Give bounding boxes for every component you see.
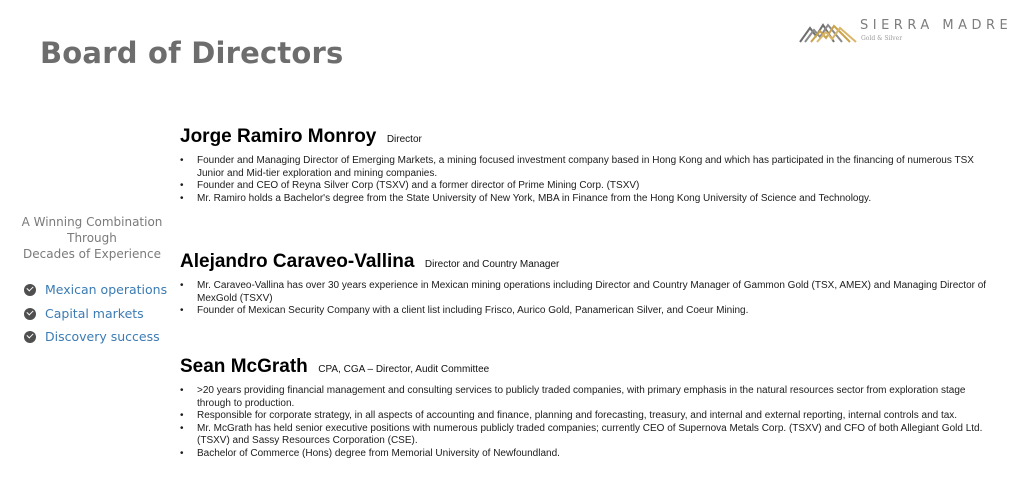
bio-item: • Founder and CEO of Reyna Silver Corp (TSXV) and a former director of Prime Mining Corp. (TSXV) [180,180,1000,193]
director-sean-mcgrath [180,356,1020,461]
director-role: Director [386,134,422,145]
bio-item: • Bachelor of Commerce (Hons) degree from Memorial University of Newfoundland. [180,448,1000,461]
strength-item [24,306,184,330]
director-name: Jorge Ramiro Monroy [180,126,377,147]
director-name: Alejandro Caraveo-Vallina [180,251,415,272]
sidebar-tagline [14,214,170,262]
strengths-list [24,282,184,353]
bio-item: • Founder of Mexican Security Company with a client list including Frisco, Aurico Gold, Panamerican Silver, and Coeur Mining. [180,305,1000,318]
director-bio [180,280,1020,318]
strength-item [24,282,184,306]
check-circle-icon [24,284,36,296]
tagline-line: Through [67,231,117,245]
check-circle-icon [24,308,36,320]
bio-item: • Founder and Managing Director of Emerging Markets, a mining focused investment company based in Hong Kong and which has participated in the financing of numerous TSX Junior and Mid-tier exploration and mining companies. [180,155,1000,180]
director-alejandro-caraveo-vallina [180,251,1020,318]
strength-label: Capital markets [45,305,144,321]
bio-item: • Responsible for corporate strategy, in all aspects of accounting and finance, planning and forecasting, treasury, and internal and external reporting, internal controls and tax. [180,410,1000,423]
sidebar [14,214,170,344]
bio-item: • >20 years providing financial management and consulting services to publicly traded companies, with primary emphasis in the natural resources sector from exploration stage through to production. [180,385,1000,410]
bio-item: • Mr. Ramiro holds a Bachelor's degree from the State University of New York, MBA in Finance from the Hong Kong University of Science and Technology. [180,193,1000,206]
page-title: Board of Directors [40,36,344,70]
bio-item: • Mr. McGrath has held senior executive positions with numerous publicly traded companies; currently CEO of Supernova Metals Corp. (TSXV) and CFO of both Allegiant Gold Ltd. (TSXV) and Sassy Resources Corporation (CSE). [180,423,1000,448]
strength-label: Mexican operations [45,282,168,297]
bio-item: • Mr. Caraveo-Vallina has over 30 years experience in Mexican mining operations including Director and Country Manager of Gammon Gold (TSX, AMEX) and Managing Director of MexGold (TSXV) [180,280,1000,305]
logo-tagline: Gold & Silver [861,35,903,42]
director-role: CPA, CGA – Director, Audit Committee [318,364,490,375]
director-bio [180,155,1020,205]
director-bio [180,385,1020,461]
director-role: Director and Country Manager [424,259,560,270]
director-name: Sean McGrath [180,356,308,377]
logo-wordmark: SIERRA MADRE [860,18,1013,33]
check-circle-icon [24,331,36,343]
company-logo [798,14,1013,48]
strength-label: Discovery success [45,329,160,344]
strength-item [24,329,184,353]
tagline-line: A Winning Combination [21,215,163,229]
tagline-line: Decades of Experience [23,247,161,261]
mountain-logo-icon [798,16,858,44]
director-jorge-ramiro-monroy [180,126,1020,205]
